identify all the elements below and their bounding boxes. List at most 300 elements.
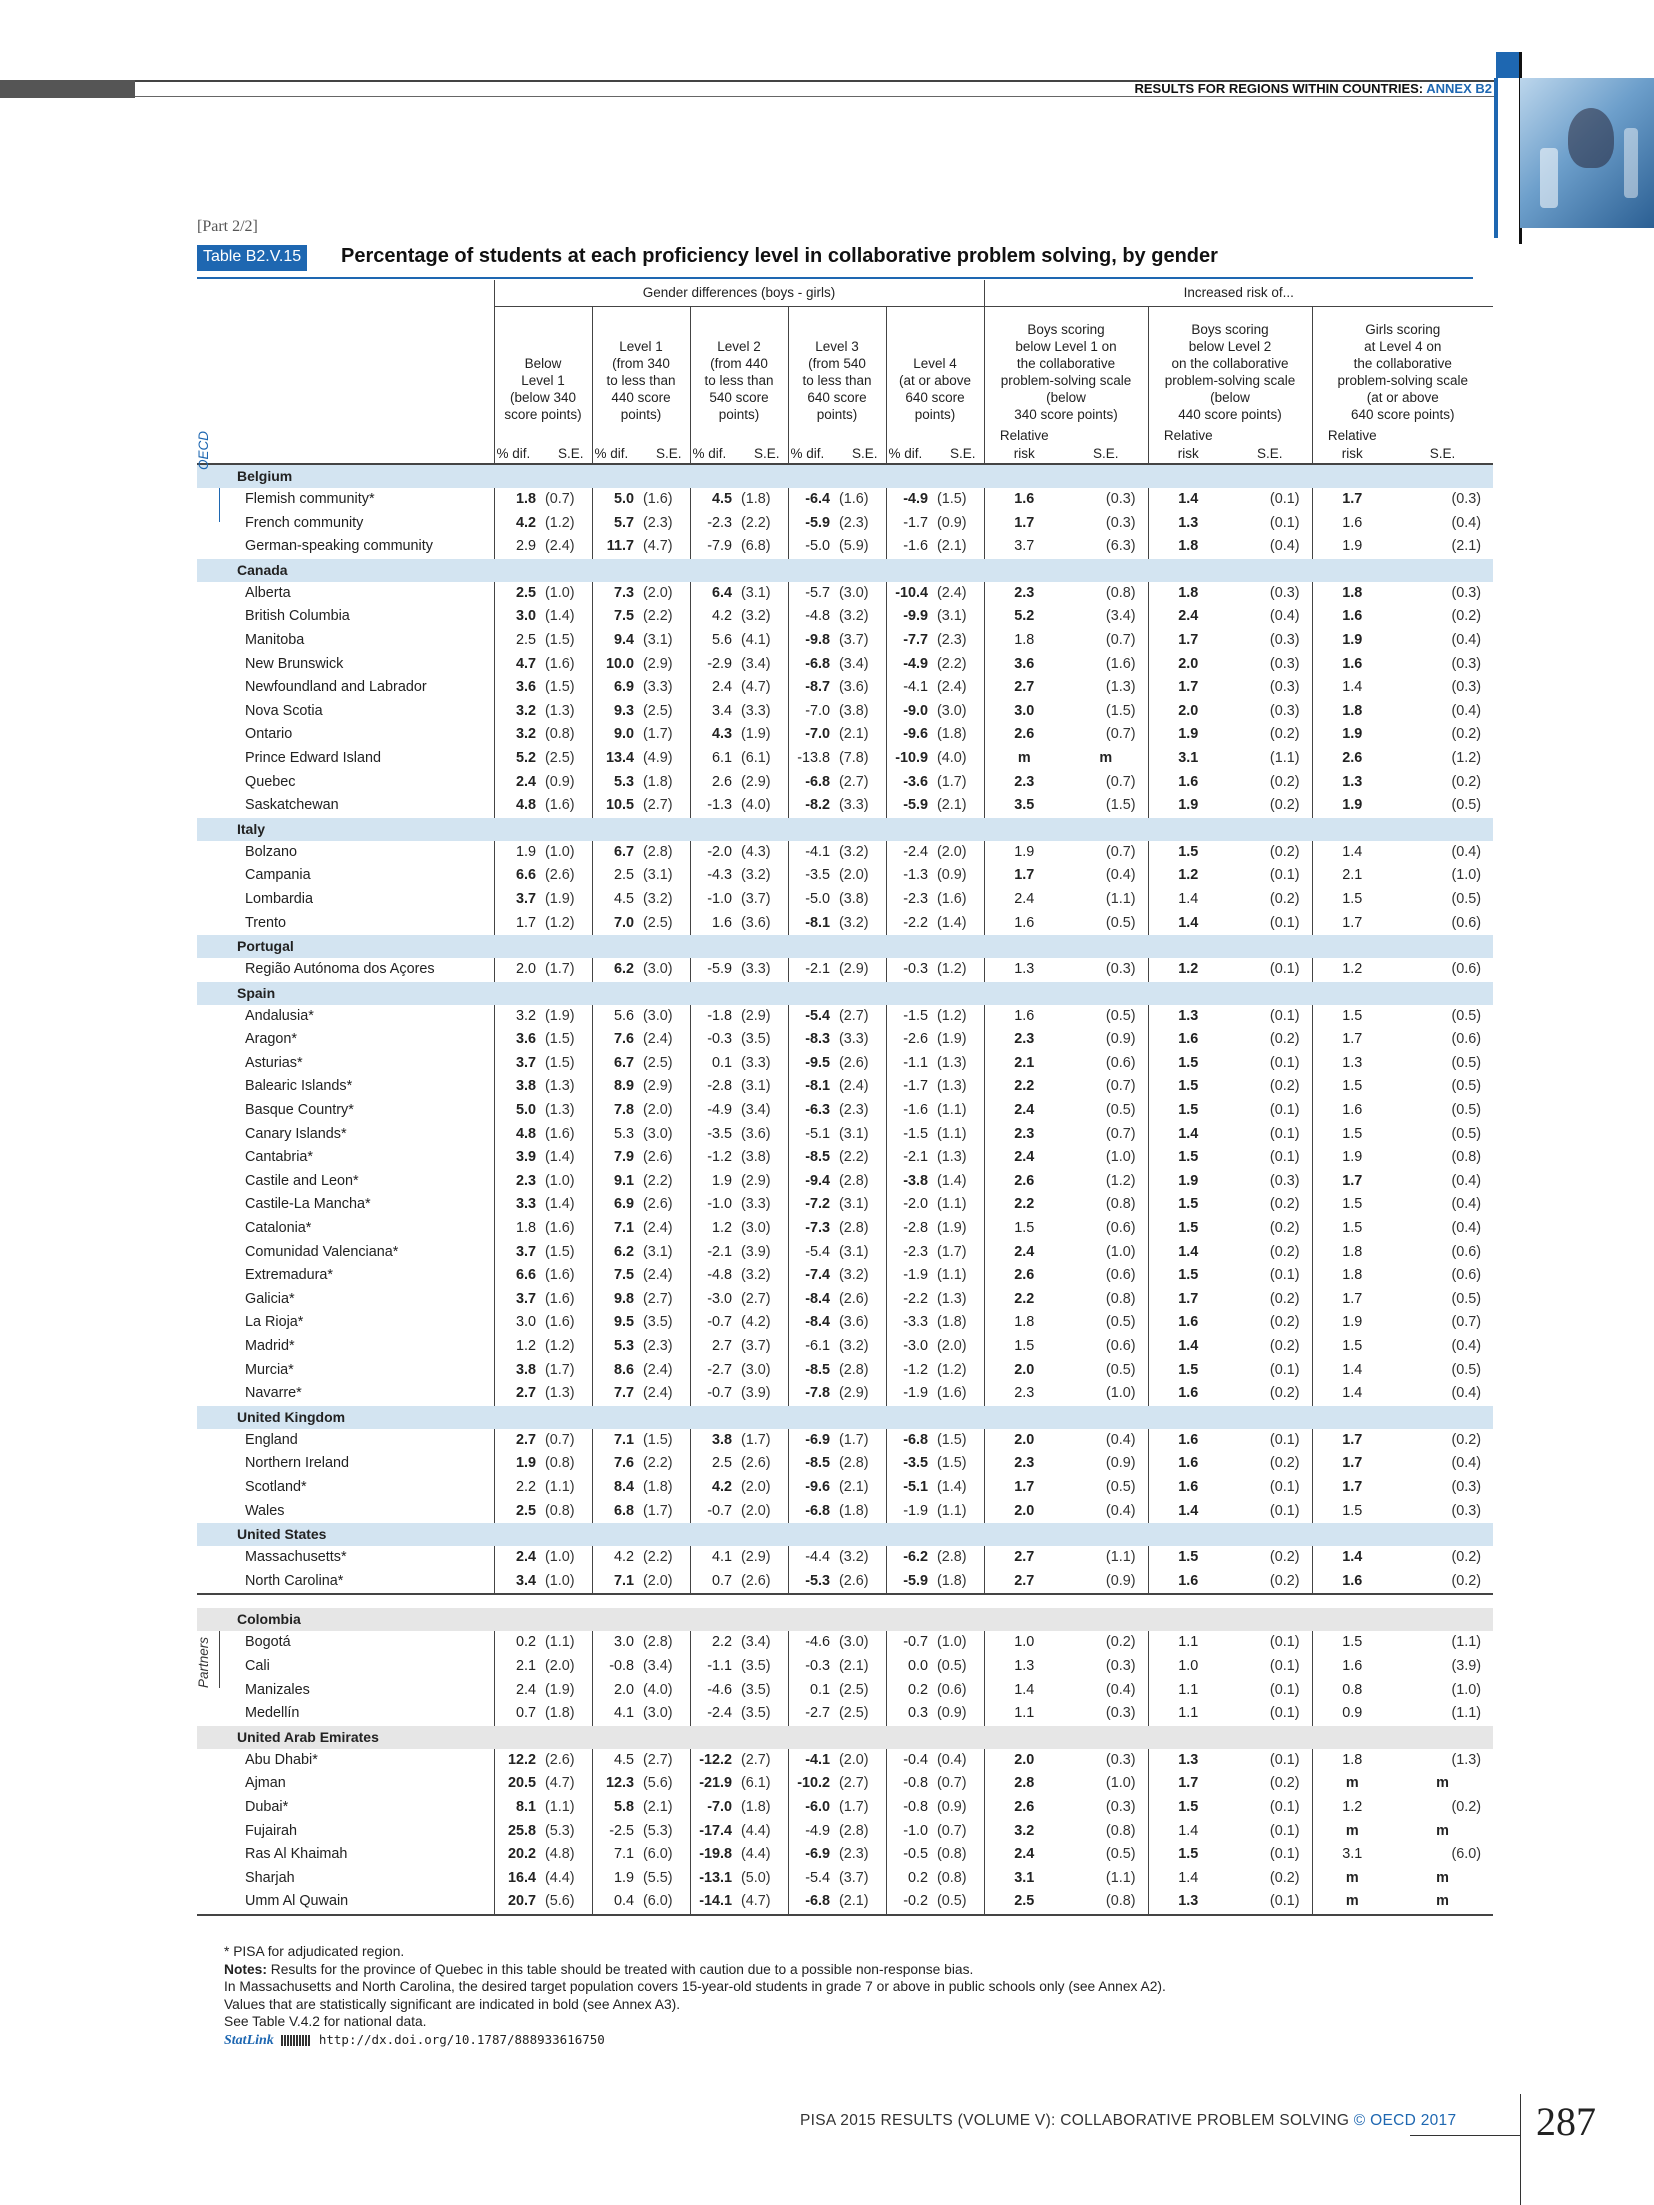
column-header-line: to less than [606, 373, 676, 388]
value-cell: 3.3 [494, 1193, 539, 1217]
value-cell: 1.6 [984, 488, 1064, 512]
se-cell: (3.7) [741, 890, 771, 907]
value-cell: 1.3 [984, 1655, 1064, 1679]
value-cell: 6.6 [494, 864, 539, 888]
value-cell: 3.2 [494, 723, 539, 747]
value-cell: -13.8 [788, 747, 833, 771]
risk-label: risk [1177, 446, 1199, 461]
statlink-url[interactable]: http://dx.doi.org/10.1787/888933616750 [318, 2031, 605, 2047]
se-cell: (2.7) [839, 1007, 869, 1024]
se-cell: m [1436, 1869, 1449, 1886]
value-cell: 1.6 [1148, 1476, 1228, 1500]
se-cell: (3.0) [643, 1705, 673, 1722]
running-head-text: RESULTS FOR REGIONS WITHIN COUNTRIES: [1134, 81, 1427, 96]
se-cell: (2.4) [937, 584, 967, 601]
value-cell: 1.8 [984, 1311, 1064, 1335]
note-2: In Massachusetts and North Carolina, the desired target population covers 15-year-old students in grade 7 or above in public schools only (see Annex A2). [224, 1979, 1166, 1994]
value-cell: 3.2 [494, 1005, 539, 1029]
se-cell: (2.6) [839, 1054, 869, 1071]
value-cell: 3.0 [984, 700, 1064, 724]
se-cell: (3.2) [839, 843, 869, 860]
value-cell: 1.4 [1148, 1335, 1228, 1359]
se-cell: (0.8) [937, 1846, 967, 1863]
value-cell: 1.8 [1148, 582, 1228, 606]
value-cell: 1.6 [1148, 1429, 1228, 1453]
table-row [197, 1075, 1493, 1099]
value-cell: 1.1 [1148, 1631, 1228, 1655]
column-header-line: to less than [802, 373, 872, 388]
table-row [197, 1193, 1493, 1217]
value-cell: -7.0 [788, 723, 833, 747]
relative-label: Relative [1327, 428, 1377, 443]
se-cell: (1.5) [1105, 797, 1136, 814]
scientist-photo [1520, 78, 1654, 228]
se-cell: (0.3) [1451, 655, 1482, 672]
value-cell: 1.1 [1148, 1702, 1228, 1726]
se-cell: (0.1) [1269, 1478, 1300, 1495]
country-row [197, 1726, 1493, 1749]
value-cell: 1.5 [1148, 1193, 1228, 1217]
value-cell: -9.4 [788, 1170, 833, 1194]
value-cell: 1.7 [1148, 1772, 1228, 1796]
table-row [197, 1476, 1493, 1500]
value-cell: 2.7 [690, 1335, 735, 1359]
table-row [197, 1820, 1493, 1844]
value-cell: 9.3 [592, 700, 637, 724]
se-cell: (3.2) [839, 1549, 869, 1566]
value-cell: -9.6 [886, 723, 931, 747]
footer-rule [1520, 2094, 1521, 2205]
country-row [197, 935, 1493, 958]
se-cell: (0.1) [1269, 914, 1300, 931]
se-cell: (3.1) [839, 1196, 869, 1213]
value-cell: 3.2 [984, 1820, 1064, 1844]
se-cell: (0.9) [937, 514, 967, 531]
value-cell: 1.7 [1312, 912, 1392, 936]
value-cell: 1.5 [1148, 1052, 1228, 1076]
se-cell: (2.6) [643, 1196, 673, 1213]
se-cell: (0.5) [937, 1893, 967, 1910]
value-cell: 2.5 [984, 1890, 1064, 1915]
se-cell: (0.4) [1451, 1172, 1482, 1189]
region-name: Madrid* [245, 1338, 295, 1354]
se-cell: (0.1) [1269, 1705, 1300, 1722]
relative-label: Relative [999, 428, 1049, 443]
se-cell: (4.4) [741, 1846, 771, 1863]
se-cell: (1.7) [545, 1361, 575, 1378]
se-cell: (4.7) [643, 538, 673, 555]
se-subheader: S.E. [1392, 427, 1493, 464]
value-cell: 12.2 [494, 1749, 539, 1773]
value-cell: 2.7 [494, 1429, 539, 1453]
value-cell: 2.1 [1312, 864, 1392, 888]
dif-subheader: % dif. [592, 427, 637, 464]
value-cell: 2.3 [984, 1452, 1064, 1476]
value-cell: -1.0 [690, 1193, 735, 1217]
value-cell: 9.5 [592, 1311, 637, 1335]
se-cell: (1.6) [1105, 655, 1136, 672]
country-name: United Arab Emirates [197, 1726, 1493, 1749]
region-name: Newfoundland and Labrador [245, 679, 427, 696]
value-cell: 5.6 [592, 1005, 637, 1029]
column-header-line: the collaborative [1353, 356, 1452, 371]
se-cell: (0.2) [1451, 1431, 1482, 1448]
value-cell: -5.1 [886, 1476, 931, 1500]
table-row [197, 1241, 1493, 1265]
value-cell: 0.2 [886, 1679, 931, 1703]
se-cell: (0.2) [1451, 726, 1482, 743]
se-cell: (0.1) [1269, 1054, 1300, 1071]
se-cell: (1.4) [545, 1149, 575, 1166]
value-cell: -1.1 [690, 1655, 735, 1679]
se-cell: (6.0) [643, 1893, 673, 1910]
se-cell: (0.4) [1451, 1338, 1482, 1354]
se-cell: (0.4) [1451, 843, 1482, 860]
value-cell: 2.0 [592, 1679, 637, 1703]
value-cell: 2.5 [592, 864, 637, 888]
value-cell: 0.2 [494, 1631, 539, 1655]
column-header-6 [984, 307, 1148, 428]
value-cell: -0.8 [886, 1772, 931, 1796]
region-name: Umm Al Quwain [245, 1893, 349, 1910]
value-cell: -2.0 [690, 841, 735, 865]
se-cell: (0.2) [1269, 1314, 1300, 1331]
value-cell: 8.9 [592, 1075, 637, 1099]
se-cell: (4.1) [741, 631, 771, 648]
value-cell: 5.6 [690, 629, 735, 653]
column-header-line: points) [816, 407, 858, 422]
se-cell: (1.0) [1451, 1681, 1482, 1698]
table-row [197, 535, 1493, 559]
se-cell: (5.9) [839, 538, 869, 555]
column-header-line: Level 4 [913, 356, 957, 371]
se-cell: (1.1) [1105, 890, 1136, 907]
se-cell: (0.1) [1269, 1502, 1300, 1519]
value-cell: -6.3 [788, 1099, 833, 1123]
value-cell: 1.6 [1148, 1382, 1228, 1406]
table-row [197, 747, 1493, 771]
column-header-line: the collaborative [1016, 356, 1116, 371]
se-cell: (0.1) [1269, 1657, 1300, 1674]
value-cell: -5.0 [788, 888, 833, 912]
se-cell: (3.8) [839, 890, 869, 907]
se-cell: (2.4) [643, 1220, 673, 1237]
se-cell: (1.6) [545, 1267, 575, 1284]
region-name: Scotland* [245, 1478, 307, 1495]
se-cell: (0.1) [1269, 1822, 1300, 1839]
value-cell: -2.5 [592, 1820, 637, 1844]
value-cell: 3.8 [690, 1429, 735, 1453]
value-cell: 9.4 [592, 629, 637, 653]
value-cell: 7.8 [592, 1099, 637, 1123]
value-cell: 0.0 [886, 1655, 931, 1679]
region-name: Castile and Leon* [245, 1172, 359, 1189]
se-cell: (2.9) [839, 1385, 869, 1402]
value-cell: 1.9 [494, 841, 539, 865]
se-cell: (0.1) [1269, 1102, 1300, 1119]
se-cell: (2.4) [545, 538, 575, 555]
value-cell: -2.2 [886, 912, 931, 936]
value-cell: -1.9 [886, 1500, 931, 1524]
value-cell: 1.3 [1148, 512, 1228, 536]
se-cell: (2.7) [643, 797, 673, 814]
se-cell: (1.2) [545, 514, 575, 531]
value-cell: 1.9 [592, 1867, 637, 1891]
table-row [197, 1028, 1493, 1052]
value-cell: 11.7 [592, 535, 637, 559]
value-cell: 1.9 [1148, 1170, 1228, 1194]
value-cell: -2.3 [886, 1241, 931, 1265]
se-cell: (0.1) [1269, 514, 1300, 531]
se-cell: (0.4) [1451, 514, 1482, 531]
se-cell: (2.3) [643, 514, 673, 531]
se-cell: (0.4) [1451, 1385, 1482, 1402]
value-cell: 2.5 [494, 629, 539, 653]
se-cell: (1.6) [937, 890, 967, 907]
value-cell: -5.4 [788, 1241, 833, 1265]
column-header-line: (from 540 [808, 356, 866, 371]
se-cell: (1.0) [1451, 867, 1482, 884]
note-1: Results for the province of Quebec in this table should be treated with caution due to a possible non-response bias. [266, 1961, 974, 1977]
se-cell: (0.1) [1269, 1893, 1300, 1910]
se-cell: (2.4) [643, 1031, 673, 1048]
value-cell: -0.3 [690, 1028, 735, 1052]
value-cell: -6.9 [788, 1843, 833, 1867]
se-cell: (1.4) [545, 1196, 575, 1213]
se-cell: (0.5) [1105, 1102, 1136, 1119]
column-header-line: 640 score [807, 390, 867, 405]
region-name: French community [245, 514, 364, 531]
se-cell: (1.1) [937, 1125, 967, 1142]
value-cell: -1.2 [690, 1146, 735, 1170]
table-row [197, 1772, 1493, 1796]
se-cell: (0.7) [1105, 1125, 1136, 1142]
se-cell: (1.0) [937, 1634, 967, 1651]
column-header-line: points) [620, 407, 662, 422]
value-cell: 3.4 [494, 1570, 539, 1595]
value-cell: -6.8 [788, 1890, 833, 1915]
se-cell: (1.0) [1105, 1243, 1136, 1260]
se-cell: (3.7) [741, 1338, 771, 1354]
value-cell: 7.1 [592, 1570, 637, 1595]
se-cell: (0.9) [1105, 1455, 1136, 1472]
se-cell: (0.5) [1105, 1361, 1136, 1378]
country-row [197, 982, 1493, 1005]
value-cell: 2.6 [984, 723, 1064, 747]
column-header-line: points) [718, 407, 760, 422]
value-cell: -8.1 [788, 912, 833, 936]
country-row [197, 1523, 1493, 1546]
value-cell: 2.2 [984, 1193, 1064, 1217]
margin-accent [1494, 78, 1498, 238]
region-name: Extremadura* [245, 1267, 333, 1284]
value-cell: 2.4 [984, 1843, 1064, 1867]
se-cell: (4.3) [741, 843, 771, 860]
region-name: Ontario [245, 726, 293, 743]
value-cell: 6.7 [592, 1052, 637, 1076]
se-cell: (1.2) [1451, 749, 1482, 766]
column-header-line: (below [1210, 390, 1250, 405]
se-cell: (0.7) [1105, 1078, 1136, 1095]
value-cell: 3.0 [592, 1631, 637, 1655]
se-cell: (4.2) [741, 1314, 771, 1331]
se-cell: (0.9) [1105, 1572, 1136, 1589]
se-cell: (2.3) [937, 631, 967, 648]
table-row [197, 1631, 1493, 1655]
country-row [197, 1406, 1493, 1429]
value-cell: 1.2 [690, 1217, 735, 1241]
table-row [197, 794, 1493, 818]
se-cell: (3.0) [741, 1220, 771, 1237]
value-cell: -8.5 [788, 1452, 833, 1476]
value-cell: 0.9 [1312, 1702, 1392, 1726]
value-cell: 4.2 [690, 605, 735, 629]
value-cell: -2.7 [788, 1702, 833, 1726]
region-name: Catalonia* [245, 1220, 312, 1237]
value-cell: 20.2 [494, 1843, 539, 1867]
value-cell: 2.6 [690, 771, 735, 795]
value-cell: 3.6 [494, 676, 539, 700]
column-header-2 [592, 307, 690, 428]
se-cell: (6.1) [741, 749, 771, 766]
se-cell: (1.3) [937, 1149, 967, 1166]
page-footer [800, 2112, 1456, 2130]
region-name: Bolzano [245, 843, 298, 860]
se-cell: (0.2) [1269, 1078, 1300, 1095]
se-cell: (1.0) [545, 1572, 575, 1589]
risk-group-header: Increased risk of... [984, 280, 1493, 307]
se-cell: (5.6) [545, 1893, 575, 1910]
value-cell: 6.2 [592, 958, 637, 982]
note-asterisk: * PISA for adjudicated region. [224, 1944, 405, 1959]
se-cell: (0.8) [1105, 1290, 1136, 1307]
se-cell: (4.4) [741, 1822, 771, 1839]
value-cell: 1.8 [494, 488, 539, 512]
value-cell: 6.9 [592, 1193, 637, 1217]
relative-label: Relative [1163, 428, 1213, 443]
oecd-side-label: OECD [196, 430, 211, 470]
value-cell: -14.1 [690, 1890, 735, 1915]
country-name: Colombia [197, 1608, 1493, 1631]
country-name: United States [197, 1523, 1493, 1546]
value-cell: -10.4 [886, 582, 931, 606]
region-name: Basque Country* [245, 1102, 354, 1119]
value-cell: 1.2 [494, 1335, 539, 1359]
se-cell: (0.7) [937, 1775, 967, 1792]
se-cell: (2.7) [839, 1775, 869, 1792]
se-cell: (0.3) [1105, 1657, 1136, 1674]
table-row [197, 1500, 1493, 1524]
column-header-line: Level 2 [717, 339, 761, 354]
se-cell: (0.2) [1269, 1338, 1300, 1354]
value-cell: 1.4 [1312, 1546, 1392, 1570]
value-cell: -6.8 [788, 1500, 833, 1524]
value-cell: -2.7 [690, 1359, 735, 1383]
se-cell: (1.1) [1105, 1869, 1136, 1886]
value-cell: -1.6 [886, 535, 931, 559]
se-cell: (2.3) [839, 1846, 869, 1863]
se-cell: (1.7) [839, 1431, 869, 1448]
value-cell: -21.9 [690, 1772, 735, 1796]
value-cell: 1.5 [984, 1217, 1064, 1241]
value-cell: -3.5 [886, 1452, 931, 1476]
se-cell: (0.8) [1105, 1196, 1136, 1213]
se-cell: (0.6) [1105, 1220, 1136, 1237]
value-cell: 10.5 [592, 794, 637, 818]
value-cell: -8.1 [788, 1075, 833, 1099]
se-cell: (0.3) [1105, 491, 1136, 507]
table-row [197, 1146, 1493, 1170]
se-cell: (2.3) [839, 514, 869, 531]
se-cell: (0.9) [937, 1798, 967, 1815]
table-row [197, 1382, 1493, 1406]
se-cell: (0.4) [1451, 702, 1482, 719]
se-cell: (6.0) [1451, 1846, 1482, 1863]
se-cell: (1.6) [545, 1290, 575, 1307]
value-cell: 1.9 [1312, 723, 1392, 747]
se-cell: (2.7) [741, 1751, 771, 1768]
se-cell: (0.3) [1451, 491, 1482, 507]
se-cell: (3.9) [1451, 1657, 1482, 1674]
value-cell: -5.3 [788, 1570, 833, 1595]
se-cell: (6.8) [741, 538, 771, 555]
dif-subheader: % dif. [494, 427, 539, 464]
se-cell: (3.8) [839, 702, 869, 719]
value-cell: 1.3 [984, 958, 1064, 982]
se-cell: (1.5) [1105, 702, 1136, 719]
value-cell: -4.1 [788, 1749, 833, 1773]
se-cell: (2.8) [839, 1822, 869, 1839]
column-header-line: (at or above [1366, 390, 1439, 405]
value-cell: -9.8 [788, 629, 833, 653]
se-cell: (0.2) [1451, 1549, 1482, 1566]
se-cell: (3.1) [643, 867, 673, 884]
table-row [197, 1264, 1493, 1288]
region-name: Medellín [245, 1705, 300, 1722]
value-cell: 4.2 [690, 1476, 735, 1500]
value-cell: 5.3 [592, 771, 637, 795]
value-cell: 2.3 [984, 1382, 1064, 1406]
region-name: Saskatchewan [245, 797, 339, 814]
region-name: Wales [245, 1502, 285, 1519]
value-cell: 1.4 [1312, 1382, 1392, 1406]
se-cell: (4.7) [741, 1893, 771, 1910]
table-row [197, 958, 1493, 982]
se-cell: (0.2) [1269, 773, 1300, 790]
table-row [197, 1052, 1493, 1076]
table-row [197, 1311, 1493, 1335]
value-cell: 1.5 [1148, 1264, 1228, 1288]
se-cell: (6.1) [741, 1775, 771, 1792]
se-cell: (1.3) [937, 1290, 967, 1307]
region-name: Flemish community* [245, 491, 375, 507]
table-row [197, 1099, 1493, 1123]
se-cell: (2.7) [643, 1751, 673, 1768]
value-cell: -7.0 [690, 1796, 735, 1820]
value-cell: -2.8 [690, 1075, 735, 1099]
value-cell: -3.8 [886, 1170, 931, 1194]
value-cell: 1.1 [1148, 1679, 1228, 1703]
se-cell: (2.7) [643, 1290, 673, 1307]
value-cell: -4.6 [788, 1631, 833, 1655]
value-cell: -6.8 [788, 653, 833, 677]
se-cell: (1.3) [1451, 1751, 1482, 1768]
region-name: Fujairah [245, 1822, 297, 1839]
value-cell: 1.7 [984, 512, 1064, 536]
column-header-line: 540 score [709, 390, 769, 405]
se-cell: (1.3) [545, 702, 575, 719]
se-cell: (3.0) [643, 961, 673, 978]
